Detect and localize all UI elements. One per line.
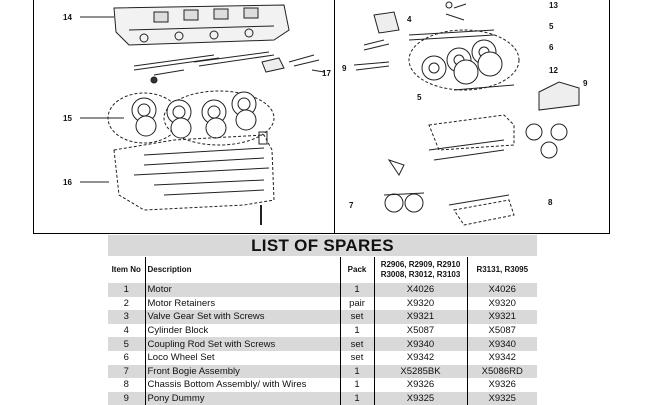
part-number-group-2-cell: X9321 bbox=[488, 311, 516, 323]
part-number-group-1-cell: X4026 bbox=[374, 283, 467, 297]
pack-cell: 1 bbox=[340, 365, 374, 379]
wheelset-drawing-left bbox=[108, 91, 274, 145]
description-cell: Valve Gear Set with Screws bbox=[145, 310, 340, 324]
callout-6: 6 bbox=[549, 43, 554, 52]
pack-cell: set bbox=[340, 337, 374, 351]
callout-9-right: 9 bbox=[583, 79, 588, 88]
callout-5-middle: 5 bbox=[417, 93, 422, 102]
description-cell: Motor bbox=[145, 283, 340, 297]
part-number-group-2-cell: X9342 bbox=[488, 352, 516, 364]
part-number-group-1-cell: X9326 bbox=[374, 378, 467, 392]
part-number-group-2-cell: X4026 bbox=[488, 284, 516, 296]
item-number-cell: 4 bbox=[108, 324, 145, 338]
spares-table bbox=[108, 257, 537, 405]
part-number-group-1-cell: X5285BK bbox=[374, 365, 467, 379]
pack-cell: pair bbox=[340, 297, 374, 311]
part-number-group-1-cell: X9342 bbox=[374, 351, 467, 365]
description-cell: Loco Wheel Set bbox=[145, 351, 340, 365]
item-number-cell: 1 bbox=[108, 283, 145, 297]
header-description: Description bbox=[145, 257, 340, 283]
part-number-group-2-cell: X9320 bbox=[488, 297, 516, 309]
description-cell: Cylinder Block bbox=[145, 324, 340, 338]
part-number-group-1-cell: X9320 bbox=[374, 297, 467, 311]
callout-16: 16 bbox=[63, 178, 72, 187]
pack-cell: 1 bbox=[340, 378, 374, 392]
spares-list-title: LIST OF SPARES bbox=[108, 235, 537, 256]
callout-9-left: 9 bbox=[342, 64, 347, 73]
part-number-group-1-cell: X9340 bbox=[374, 337, 467, 351]
pack-cell: 1 bbox=[340, 392, 374, 405]
chassis-body-drawing bbox=[114, 5, 289, 45]
table-row bbox=[108, 297, 537, 311]
description-cell: Chassis Bottom Assembly/ with Wires bbox=[145, 378, 340, 392]
chassis-bottom-drawing bbox=[114, 132, 274, 225]
callout-8: 8 bbox=[548, 198, 553, 207]
table-row bbox=[108, 337, 537, 351]
table-row bbox=[108, 310, 537, 324]
table-row bbox=[108, 324, 537, 338]
pack-cell: 1 bbox=[340, 283, 374, 297]
callout-14: 14 bbox=[63, 13, 72, 22]
table-row bbox=[108, 378, 537, 392]
spares-header-row bbox=[108, 257, 537, 283]
header-model-group-1 bbox=[374, 257, 467, 283]
parts-drawing bbox=[34, 0, 611, 234]
pack-cell: set bbox=[340, 310, 374, 324]
callout-7: 7 bbox=[349, 201, 354, 210]
header-model-group-1-line2: R3008, R3012, R3103 bbox=[380, 270, 461, 279]
item-number-cell: 3 bbox=[108, 310, 145, 324]
callout-17: 17 bbox=[322, 69, 331, 78]
spares-table-body bbox=[108, 283, 537, 405]
item-number-cell: 5 bbox=[108, 337, 145, 351]
part-number-group-1-cell: X9325 bbox=[374, 392, 467, 405]
item-number-cell: 9 bbox=[108, 392, 145, 405]
callout-15: 15 bbox=[63, 114, 72, 123]
pack-cell: 1 bbox=[340, 324, 374, 338]
part-number-group-1-cell: X9321 bbox=[374, 310, 467, 324]
exploded-parts-diagram bbox=[33, 0, 610, 234]
part-number-group-2-cell: X5086RD bbox=[481, 365, 523, 377]
table-row bbox=[108, 351, 537, 365]
table-row bbox=[108, 365, 537, 379]
valve-gear-drawing bbox=[134, 52, 274, 83]
item-number-cell: 7 bbox=[108, 365, 145, 379]
item-number-cell: 6 bbox=[108, 351, 145, 365]
callout-12: 12 bbox=[549, 66, 558, 75]
part-number-group-2-cell: X9340 bbox=[488, 338, 516, 350]
header-pack: Pack bbox=[340, 257, 374, 283]
table-row bbox=[108, 283, 537, 297]
header-model-group-1-line1: R2906, R2909, R2910 bbox=[380, 260, 461, 269]
part-number-group-2-cell: X9326 bbox=[488, 379, 516, 391]
part-number-group-2-cell: X5087 bbox=[488, 325, 516, 337]
callout-4: 4 bbox=[407, 15, 412, 24]
part-number-group-2-cell: X9325 bbox=[488, 393, 516, 405]
item-number-cell: 2 bbox=[108, 297, 145, 311]
callout-13: 13 bbox=[549, 1, 558, 10]
header-item-no: Item No bbox=[108, 257, 145, 283]
header-model-group-2: R3131, R3095 bbox=[476, 265, 529, 274]
description-cell: Motor Retainers bbox=[145, 297, 340, 311]
pack-cell: set bbox=[340, 351, 374, 365]
table-row bbox=[108, 392, 537, 405]
item-number-cell: 8 bbox=[108, 378, 145, 392]
right-panel-drawing bbox=[354, 2, 579, 225]
description-cell: Pony Dummy bbox=[145, 392, 340, 405]
description-cell: Coupling Rod Set with Screws bbox=[145, 337, 340, 351]
callout-5-top: 5 bbox=[549, 22, 554, 31]
description-cell: Front Bogie Assembly bbox=[145, 365, 340, 379]
part-number-group-1-cell: X5087 bbox=[374, 324, 467, 338]
